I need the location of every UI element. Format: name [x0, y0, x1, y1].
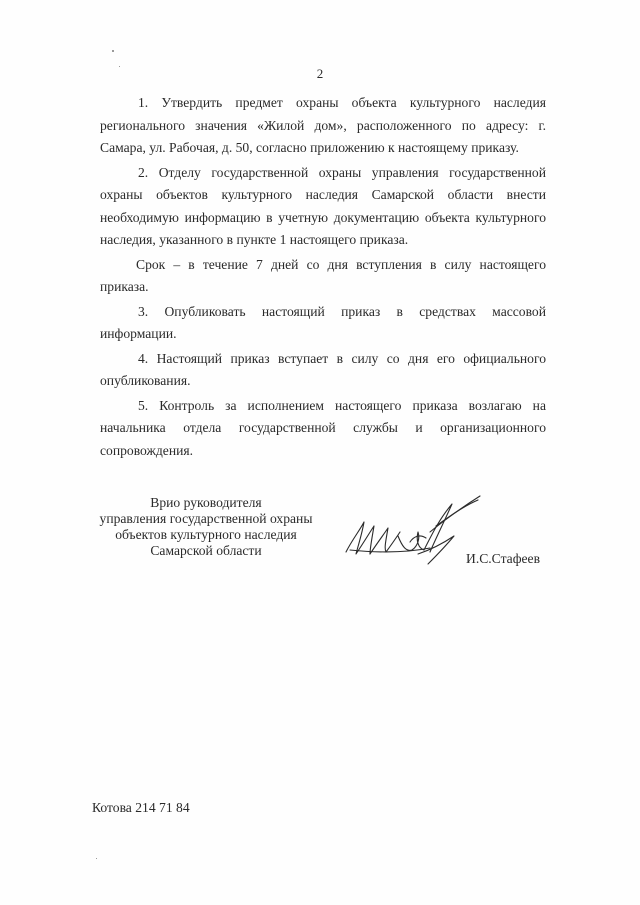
scan-speck: [112, 50, 114, 52]
scan-speck: [96, 858, 97, 859]
order-body: [100, 92, 546, 462]
signatory-title-line: Самарской области: [150, 543, 262, 558]
order-item-3: 3. Опубликовать настоящий приказ в средствах массовой информации.: [100, 303, 546, 341]
signatory-title: [86, 495, 326, 559]
handwritten-signature: [340, 492, 485, 572]
order-item-4: 4. Настоящий приказ вступает в силу со дня его официального опубликования.: [100, 350, 546, 388]
signatory-title-line: объектов культурного наследия: [115, 527, 297, 542]
signer-name: И.С.Стафеев: [466, 551, 541, 566]
contact-line: Котова 214 71 84: [92, 800, 190, 815]
signatory-title-line: управления государственной охраны: [99, 511, 313, 526]
page-number: 2: [316, 66, 324, 81]
deadline-paragraph: Срок – в течение 7 дней со дня вступления в силу настоящего приказа.: [100, 256, 546, 294]
order-item-2: 2. Отделу государственной охраны управления государственной охраны объектов культурного наследия Самарской области внести необходимую информацию в учетную документацию объекта культурного наследия, указанного в пункте 1 настоящего приказа.: [100, 164, 546, 247]
order-item-1: 1. Утвердить предмет охраны объекта культурного наследия регионального значения «Жилой дом», расположенного по адресу: г. Самара, ул. Рабочая, д. 50, согласно приложению к настоящему приказу.: [100, 95, 546, 155]
signatory-title-line: Врио руководителя: [150, 495, 262, 510]
order-item-5: 5. Контроль за исполнением настоящего приказа возлагаю на начальника отдела государственной службы и организационного сопровождения.: [100, 397, 546, 458]
